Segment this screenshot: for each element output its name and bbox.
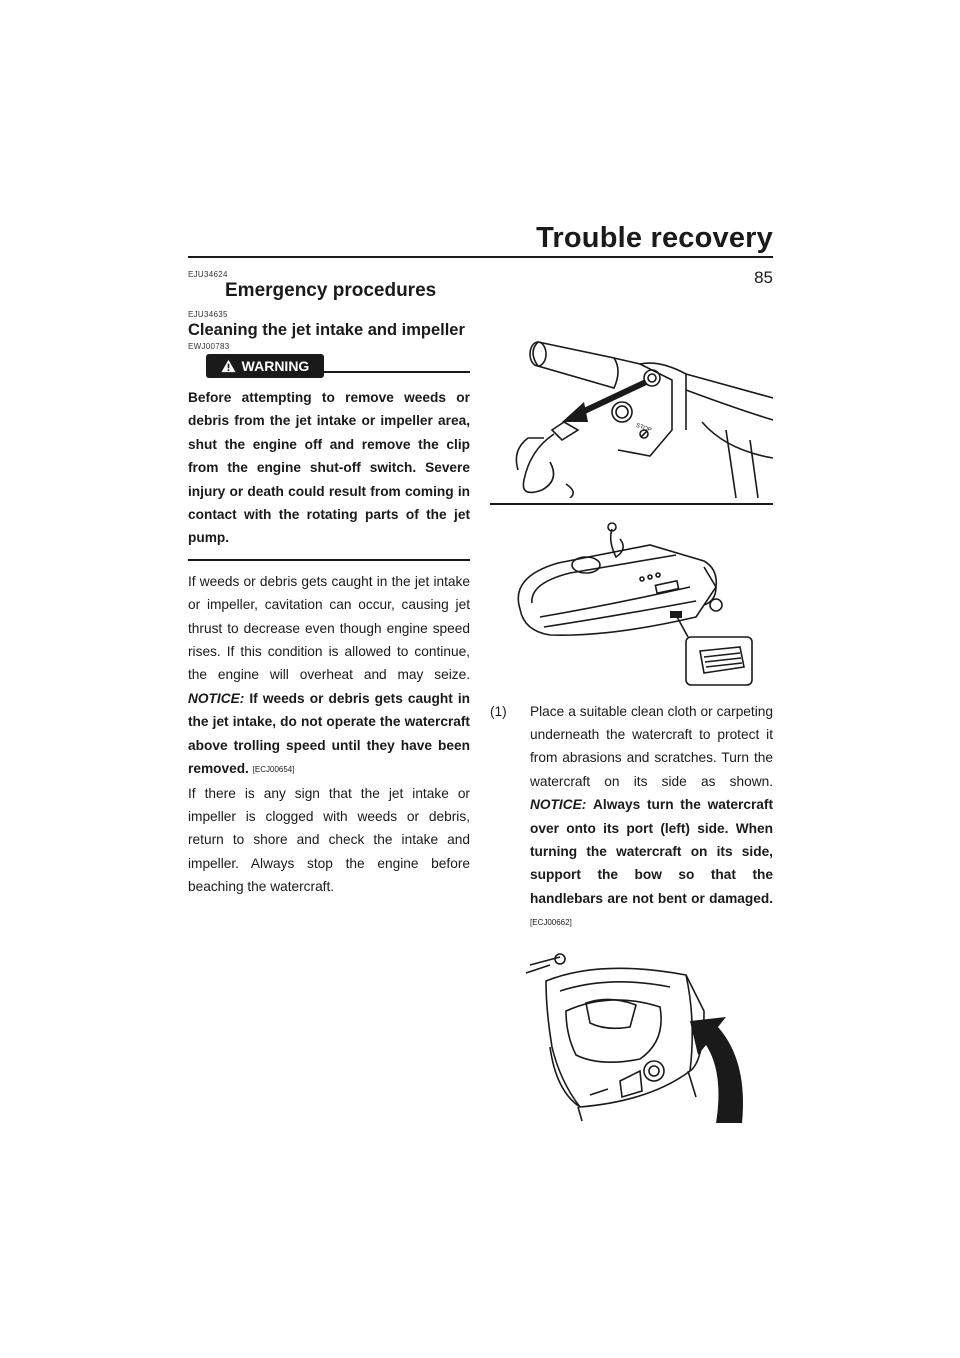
- warning-code: EWJ00783: [188, 342, 230, 351]
- warning-label: WARNING: [241, 358, 310, 374]
- handlebar-clip-illustration: [490, 330, 773, 498]
- left-column: [188, 270, 470, 899]
- section-title: Emergency procedures: [225, 280, 437, 301]
- figure-turn-watercraft: [490, 951, 773, 1136]
- body-paragraph-2: If there is any sign that the jet intake or impeller is clogged with weeds or debris, return to shore and check the intake and impeller. Always stop the engine before beaching the watercraft.: [188, 785, 470, 895]
- watercraft-intake-illustration: [490, 517, 773, 689]
- right-column: [490, 270, 773, 1136]
- stop-label: STOP: [634, 422, 653, 434]
- warning-text: Before attempting to remove weeds or debris from the jet intake or impeller area, shut the engine off and remove the clip from the engine shut-off switch. Severe injury or death could result from coming in contact with the rotating parts of the jet pump.: [188, 386, 470, 561]
- warning-badge: [206, 354, 324, 378]
- warning-triangle-icon: [221, 359, 236, 373]
- figure-rule: [490, 503, 773, 505]
- figure-jet-intake: [490, 517, 773, 694]
- notice-text: If weeds or debris gets caught in the jet intake, do not operate the watercraft above trolling speed until they have been removed.: [188, 690, 470, 777]
- body-paragraph-1: [188, 570, 470, 782]
- step-1-number: (1): [490, 703, 507, 719]
- page-header-title: Trouble recovery: [536, 222, 773, 254]
- warning-bar: [188, 354, 470, 380]
- warning-rule: [324, 371, 470, 373]
- notice-2-code: [ECJ00662]: [530, 918, 572, 928]
- page-number: 85: [754, 268, 773, 287]
- header-rule: [188, 256, 773, 258]
- notice-2-label: NOTICE:: [530, 797, 587, 813]
- step-1: [490, 700, 773, 935]
- watercraft-side-illustration: [490, 951, 773, 1131]
- figure-shutoff-switch: [490, 330, 773, 505]
- notice-2-text: Always turn the watercraft over onto its port (left) side. When turning the watercraft on its side, support the bow so that the handlebars are not bent or damaged.: [530, 797, 773, 906]
- step-1-text: Place a suitable clean cloth or carpeting underneath the watercraft to protect it from abrasions and scratches. Turn the watercraft on its side as shown.: [530, 703, 773, 789]
- notice-label: NOTICE:: [188, 690, 245, 706]
- subsection-title: Cleaning the jet intake and impeller: [188, 321, 465, 339]
- paragraph-1-text: If weeds or debris gets caught in the jet intake or impeller, cavitation can occur, causing jet thrust to decrease even though engine speed rises. If this condition is allowed to continue, the engine will overheat and may seize.: [188, 573, 470, 683]
- step-1-body: [530, 700, 773, 935]
- notice-code: [ECJ00654]: [252, 765, 295, 775]
- section-code: EJU34624: [188, 270, 228, 279]
- subsection-code: EJU34635: [188, 310, 228, 319]
